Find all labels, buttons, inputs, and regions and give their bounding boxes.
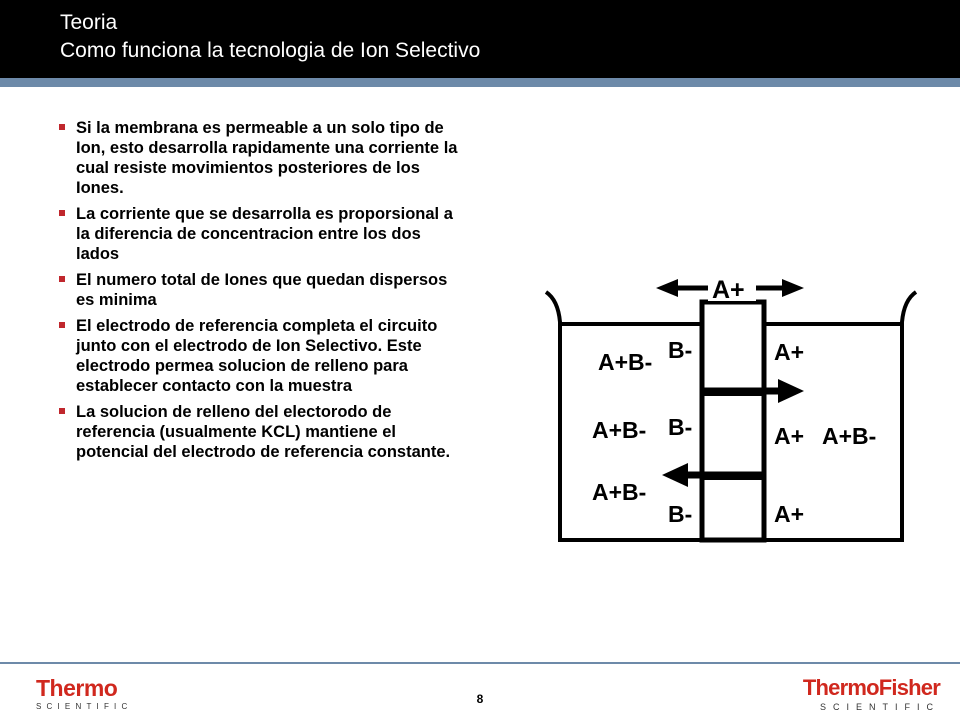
page-number: 8 — [476, 692, 484, 706]
bullet-item — [56, 118, 466, 198]
anion-label: B- — [668, 501, 693, 527]
title-stripe — [0, 78, 960, 87]
slide-subtitle: Como funciona la tecnologia de Ion Selectivo — [60, 39, 481, 62]
arrow-right-icon — [778, 379, 804, 403]
bullet-text: Si la membrana es permeable a un solo tipo de Ion, esto desarrolla rapidamente una corriente la cual resiste movimientos posteriores de los Iones. — [76, 119, 458, 197]
logo-wordmark: Thermo — [36, 675, 118, 701]
slide-title: Teoria — [60, 11, 118, 34]
ion-pair-label: A+B- — [592, 479, 647, 505]
cation-label: A+ — [774, 423, 805, 449]
bullet-item — [56, 270, 466, 310]
anion-label: B- — [668, 414, 693, 440]
thermofisher-scientific-logo — [803, 676, 940, 713]
ion-pair-label: A+B- — [592, 417, 647, 443]
ion-membrane-diagram — [540, 270, 930, 560]
arrow-left-icon — [662, 463, 688, 487]
logo-subtitle: SCIENTIFIC — [36, 702, 133, 711]
bullet-square-icon — [59, 322, 65, 328]
cation-label: A+ — [774, 339, 805, 365]
ion-pair-label: A+B- — [822, 423, 877, 449]
title-bar — [0, 0, 960, 78]
top-ion-label: A+ — [712, 276, 745, 304]
bullet-item — [56, 204, 466, 264]
arrow-left-icon — [656, 279, 678, 297]
bullet-square-icon — [59, 210, 65, 216]
logo-wordmark: ThermoFisher — [802, 675, 940, 700]
bullet-square-icon — [59, 124, 65, 130]
arrow-right-icon — [782, 279, 804, 297]
bullet-item — [56, 402, 466, 462]
bullet-text: El numero total de Iones que quedan dispersos es minima — [76, 271, 448, 309]
bullet-text: El electrodo de referencia completa el circuito junto con el electrodo de Ion Selectivo. Este electrodo permea solucion de relleno para establecer contacto con la muestra — [76, 317, 438, 395]
thermo-scientific-logo — [36, 676, 132, 712]
bullet-square-icon — [59, 408, 65, 414]
bullet-text: La solucion de relleno del electorodo de referencia (usualmente KCL) mantiene el potencial del electrodo de referencia constante. — [76, 403, 451, 461]
logo-subtitle: SCIENTIFIC — [819, 702, 940, 712]
footer-rule — [0, 662, 960, 664]
cation-label: A+ — [774, 501, 805, 527]
membrane — [702, 302, 764, 540]
bullet-item — [56, 316, 466, 396]
ion-pair-label: A+B- — [598, 349, 653, 375]
bullet-list — [56, 118, 466, 468]
anion-label: B- — [668, 337, 693, 363]
bullet-text: La corriente que se desarrolla es proporsional a la diferencia de concentracion entre los dos lados — [76, 205, 453, 263]
bullet-square-icon — [59, 276, 65, 282]
